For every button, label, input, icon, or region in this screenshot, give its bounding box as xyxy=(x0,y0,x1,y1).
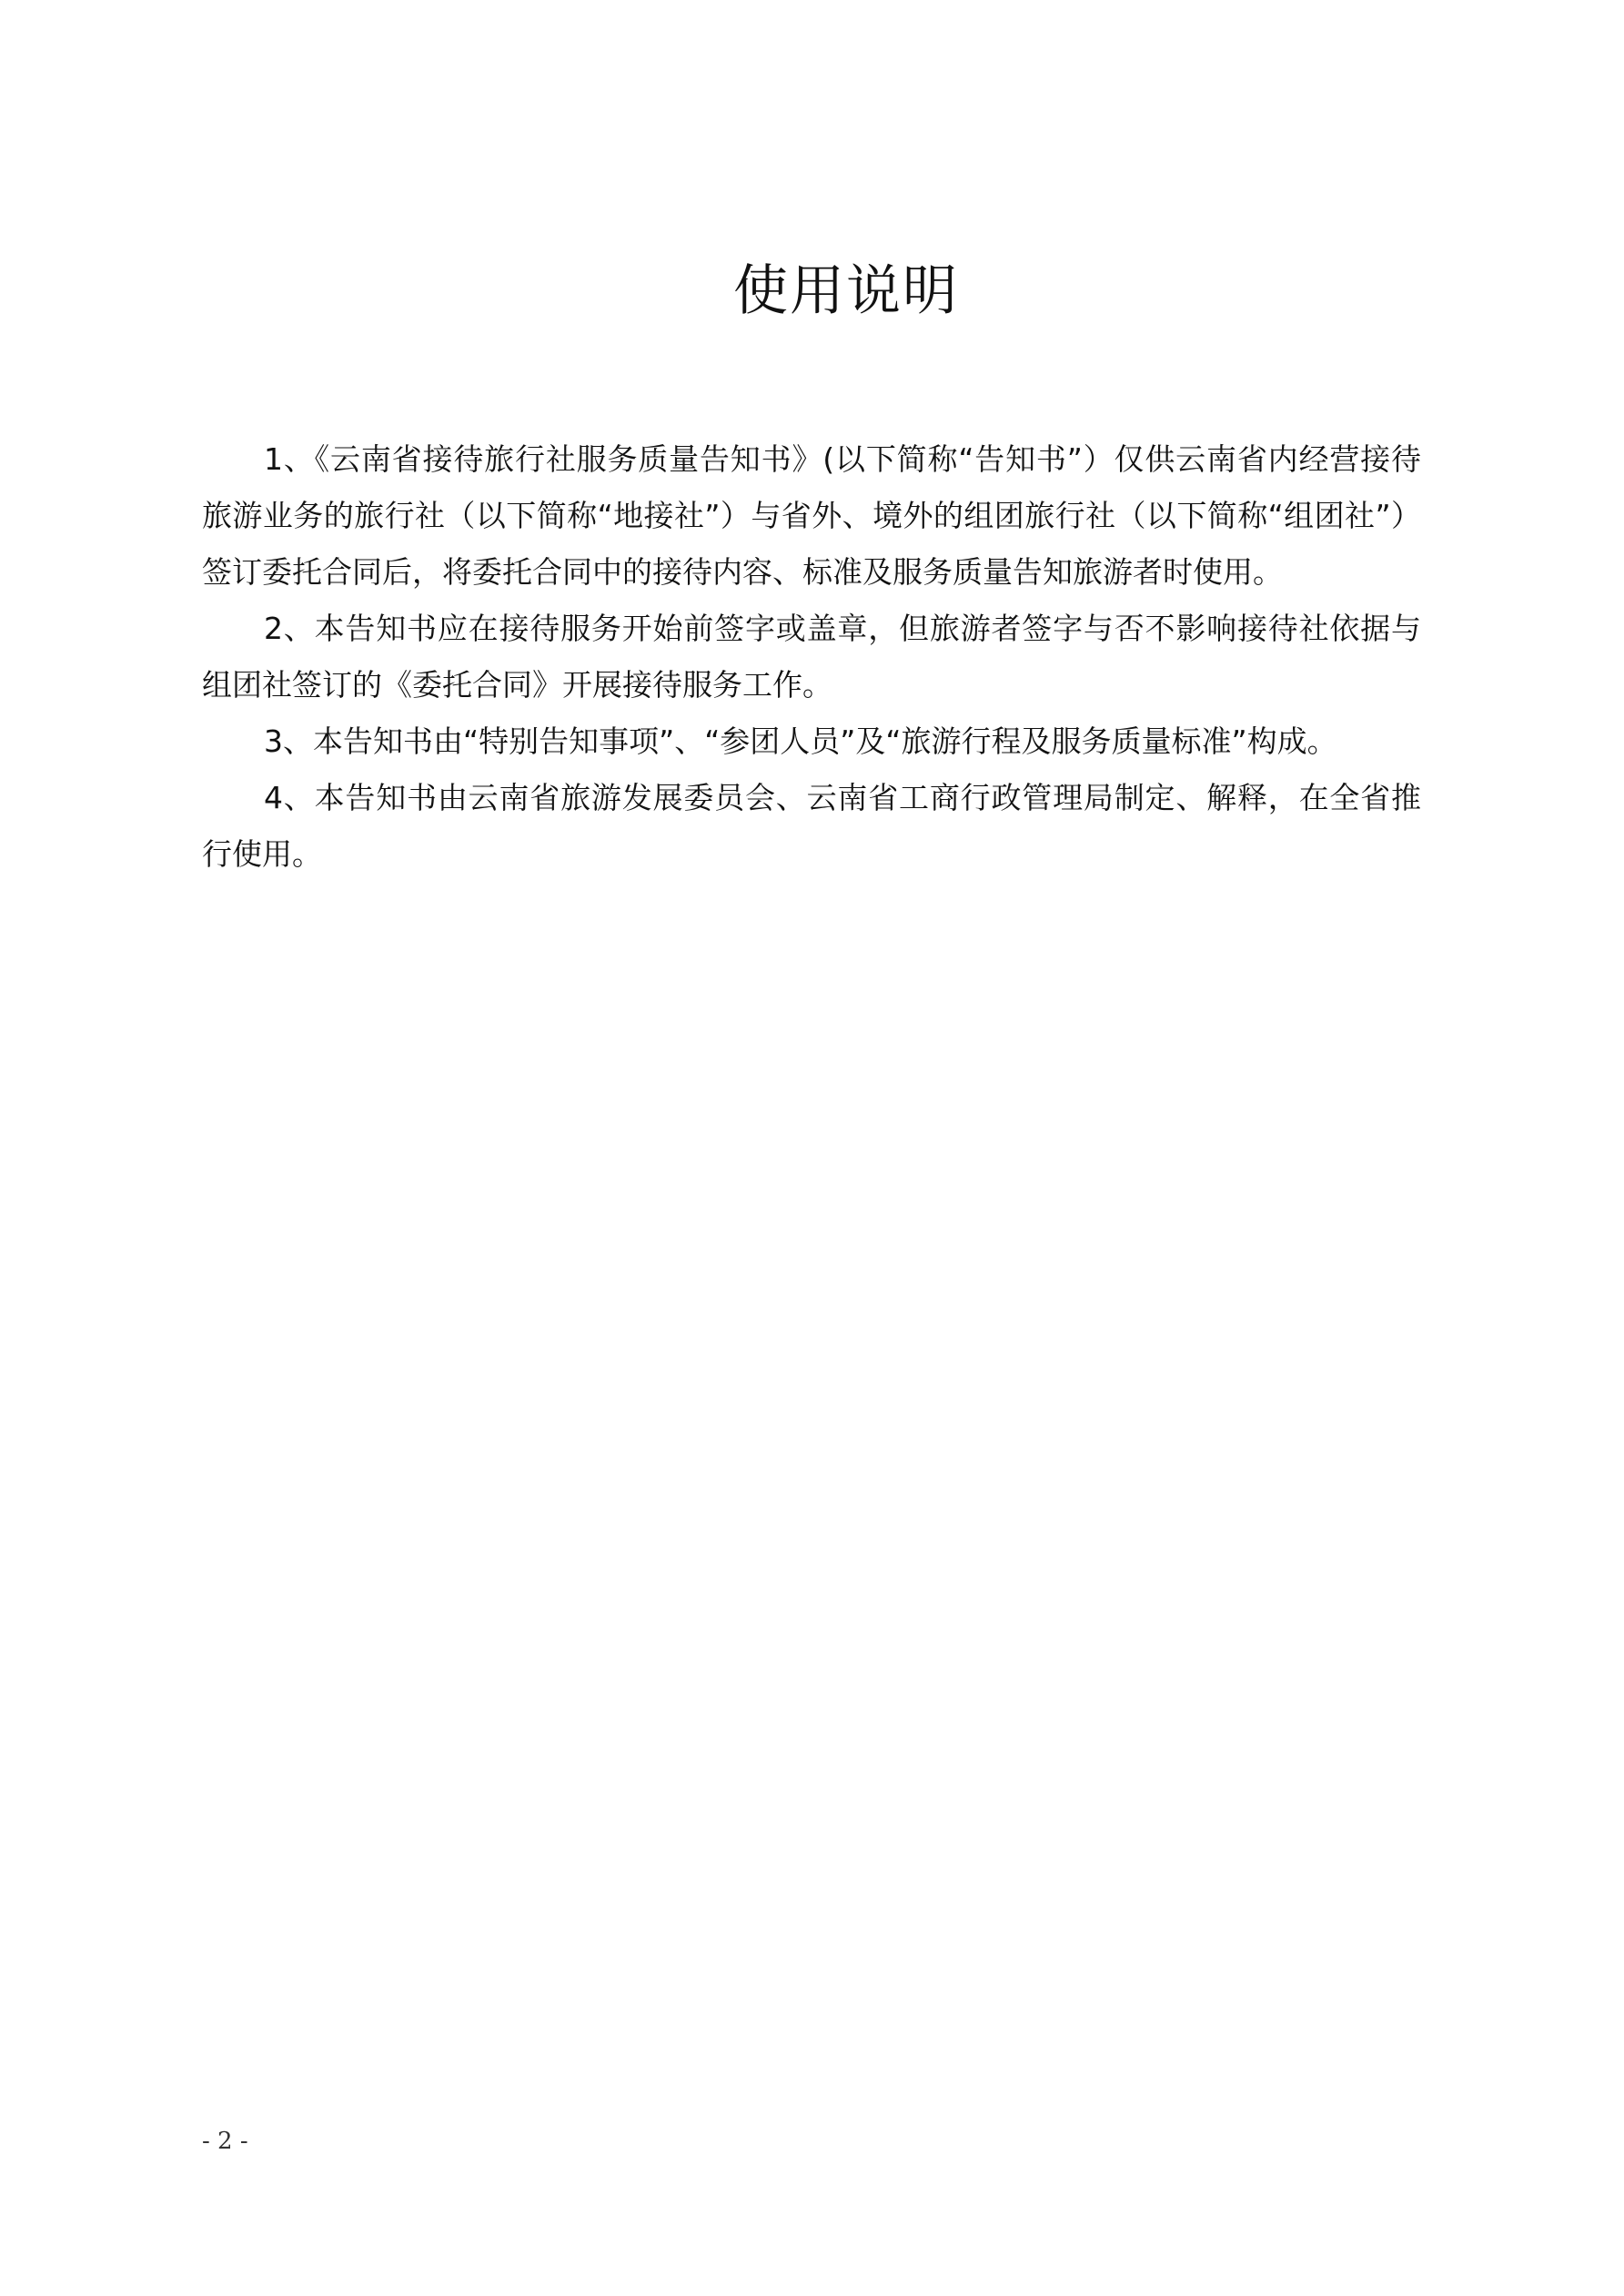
paragraph-1: 1、《云南省接待旅行社服务质量告知书》(以下简称“告知书”）仅供云南省内经营接待旅游业务的旅行社（以下简称“地接社”）与省外、境外的组团旅行社（以下简称“组团社”）签订委托合同后，将委托合同中的接待内容、标准及服务质量告知旅游者时使用。 xyxy=(202,441,1421,590)
page-title: 使用说明 xyxy=(733,259,959,324)
paragraph-3: 3、本告知书由“特别告知事项”、“参团人员”及“旅游行程及服务质量标准”构成。 xyxy=(264,723,1337,759)
page-number: - 2 - xyxy=(202,2128,248,2155)
document-body xyxy=(202,431,1421,883)
paragraph-4: 4、本告知书由云南省旅游发展委员会、云南省工商行政管理局制定、解释，在全省推行使用。 xyxy=(202,780,1421,872)
paragraph-2: 2、本告知书应在接待服务开始前签字或盖章，但旅游者签字与否不影响接待社依据与组团社签订的《委托合同》开展接待服务工作。 xyxy=(202,611,1421,703)
